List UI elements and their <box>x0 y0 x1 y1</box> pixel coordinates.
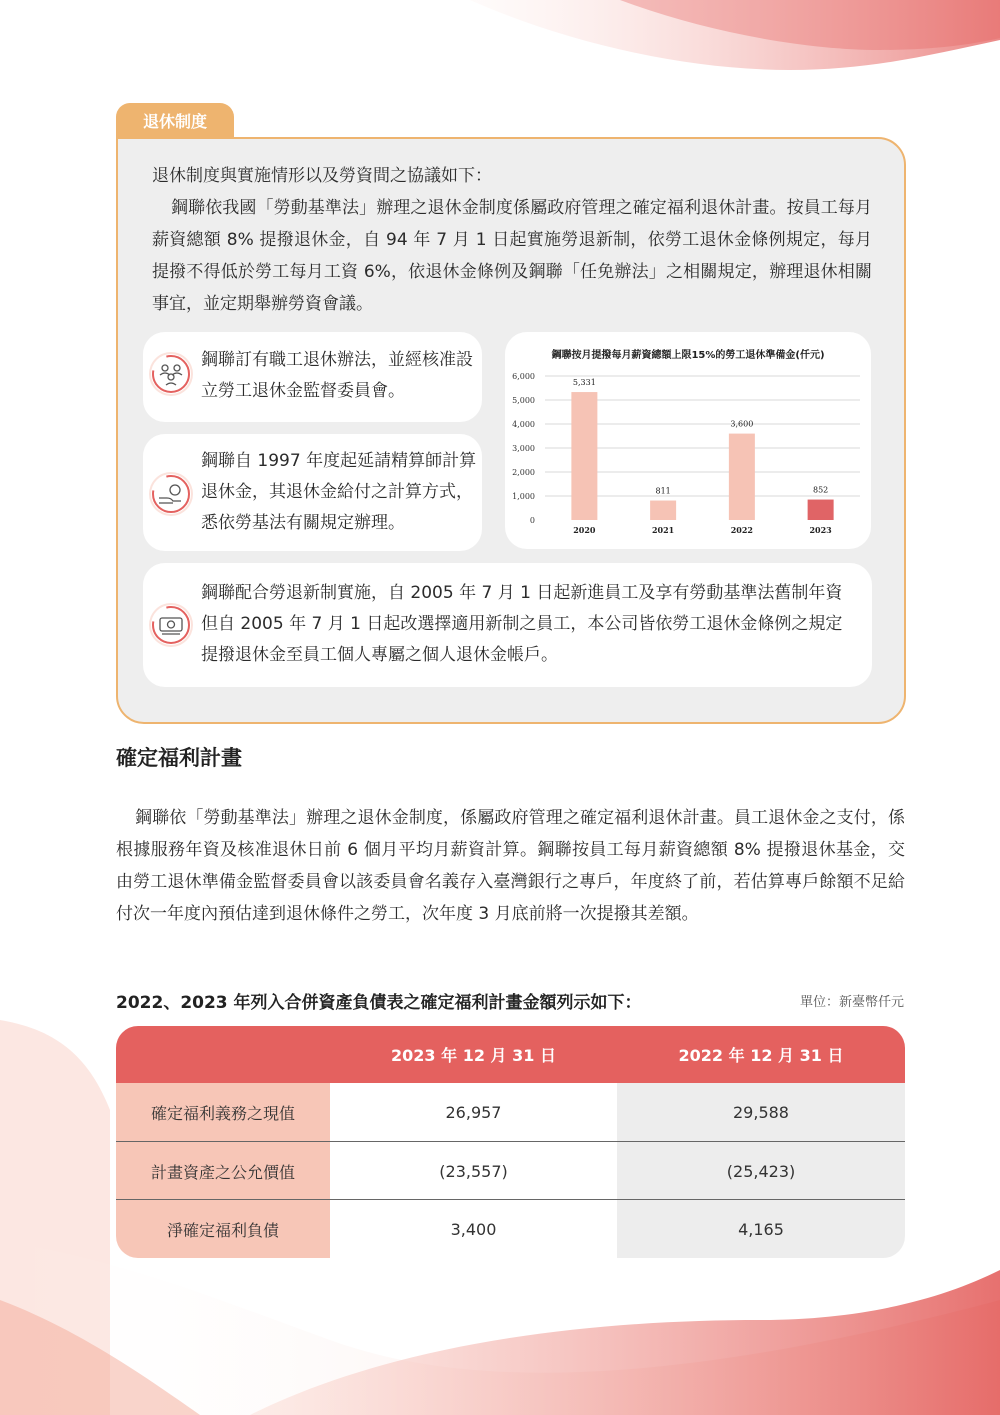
table-row <box>116 1200 905 1258</box>
chart-card <box>505 332 871 549</box>
section-heading-defined-benefit: 確定福利計畫 <box>116 746 242 770</box>
pension-reserve-chart <box>505 332 871 549</box>
chart-y-tick-label: 2,000 <box>512 468 535 477</box>
chart-y-tick-label: 5,000 <box>512 396 535 405</box>
table-header-blank <box>116 1026 330 1083</box>
chart-bar-2021 <box>650 501 676 520</box>
chart-value-label: 5,331 <box>572 378 596 388</box>
row-label: 確定福利義務之現值 <box>116 1083 330 1141</box>
table-header-2022: 2022 年 12 月 31 日 <box>678 1046 844 1065</box>
chart-bar-2020 <box>571 392 597 520</box>
card-text-actuary: 鋼聯自 1997 年度起延請精算師計算退休金，其退休金給付之計算方式，悉依勞基法有關規定辦理。 <box>201 451 477 533</box>
row-label: 淨確定福利負債 <box>116 1200 330 1258</box>
cell-2022: 29,588 <box>617 1083 905 1141</box>
info-card-new-system <box>143 563 872 687</box>
info-card-actuary <box>143 434 482 551</box>
table-unit: 單位：新臺幣仟元 <box>799 995 904 1010</box>
intro-block <box>152 160 872 320</box>
table-header-2023: 2023 年 12 月 31 日 <box>391 1046 556 1065</box>
info-card-committee <box>143 332 482 422</box>
table-row <box>116 1083 905 1141</box>
cell-2023: 26,957 <box>330 1083 617 1141</box>
section-tab-retirement: 退休制度 <box>116 103 234 137</box>
cell-2023: 3,400 <box>330 1200 617 1258</box>
chart-y-tick-label: 0 <box>529 516 535 525</box>
chart-y-tick-label: 1,000 <box>512 492 535 501</box>
card-text-new-system: 鋼聯配合勞退新制實施，自 2005 年 7 月 1 日起新進員工及享有勞動基準法舊制年資但自 2005 年 7 月 1 日起改選擇適用新制之員工，本公司皆依勞工退休金條例之規定提撥退休金至員工個人專屬之個人退休金帳戶。 <box>201 583 843 665</box>
chart-x-tick-label: 2021 <box>651 525 675 535</box>
chart-x-tick-label: 2022 <box>730 525 754 535</box>
defined-benefit-paragraph: 鋼聯依「勞動基準法」辦理之退休金制度，係屬政府管理之確定福利退休計畫。員工退休金之支付，係根據服務年資及核准退休日前 6 個月平均月薪資計算。鋼聯按員工每月薪資總額 8% 提撥退休基金，交由勞工退休準備金監督委員會以該委員會名義存入臺灣銀行之專戶，年度終了前，若估算專戶餘額不足給付次一年度內預估達到退休條件之勞工，次年度 3 月底前將一次提撥其差額。 <box>116 808 905 924</box>
defined-benefit-table <box>116 1026 905 1258</box>
table-title: 2022、2023 年列入合併資產負債表之確定福利計畫金額列示如下： <box>116 993 642 1013</box>
chart-value-label: 852 <box>812 485 829 495</box>
card-text-committee: 鋼聯訂有職工退休辦法，並經核准設立勞工退休金監督委員會。 <box>201 350 473 401</box>
chart-bar-2023 <box>808 500 834 520</box>
chart-value-label: 3,600 <box>730 419 754 429</box>
hand-coin-icon <box>151 474 191 514</box>
chart-value-label: 811 <box>655 486 671 496</box>
intro-paragraph: 鋼聯依我國「勞動基準法」辦理之退休金制度係屬政府管理之確定福利退休計畫。按員工每月薪資總額 8% 提撥退休金，自 94 年 7 月 1 日起實施勞退新制，依勞工退休金條例規定，每月提撥不得低於勞工每月工資 6%，依退休金條例及鋼聯「任免辦法」之相關規定，辦理退休相關事宜，並定期舉辦勞資會議。 <box>152 198 872 314</box>
chart-x-tick-label: 2020 <box>573 525 596 535</box>
cell-2023: (23,557) <box>330 1142 617 1200</box>
row-label: 計畫資產之公允價值 <box>116 1142 330 1200</box>
people-icon <box>151 354 191 394</box>
chart-y-tick-label: 3,000 <box>512 444 535 453</box>
chart-x-tick-label: 2023 <box>809 525 832 535</box>
chart-bar-2022 <box>729 434 755 520</box>
chart-title: 鋼聯按月提撥每月薪資總額上限15%的勞工退休準備金(仟元) <box>551 350 825 361</box>
table-header-row <box>116 1026 905 1083</box>
money-icon <box>151 605 191 645</box>
intro-lead: 退休制度與實施情形以及勞資間之協議如下： <box>152 166 492 186</box>
cell-2022: 4,165 <box>617 1200 905 1258</box>
cell-2022: (25,423) <box>617 1142 905 1200</box>
table-row <box>116 1142 905 1200</box>
chart-y-tick-label: 4,000 <box>512 420 535 429</box>
chart-y-tick-label: 6,000 <box>512 372 535 381</box>
